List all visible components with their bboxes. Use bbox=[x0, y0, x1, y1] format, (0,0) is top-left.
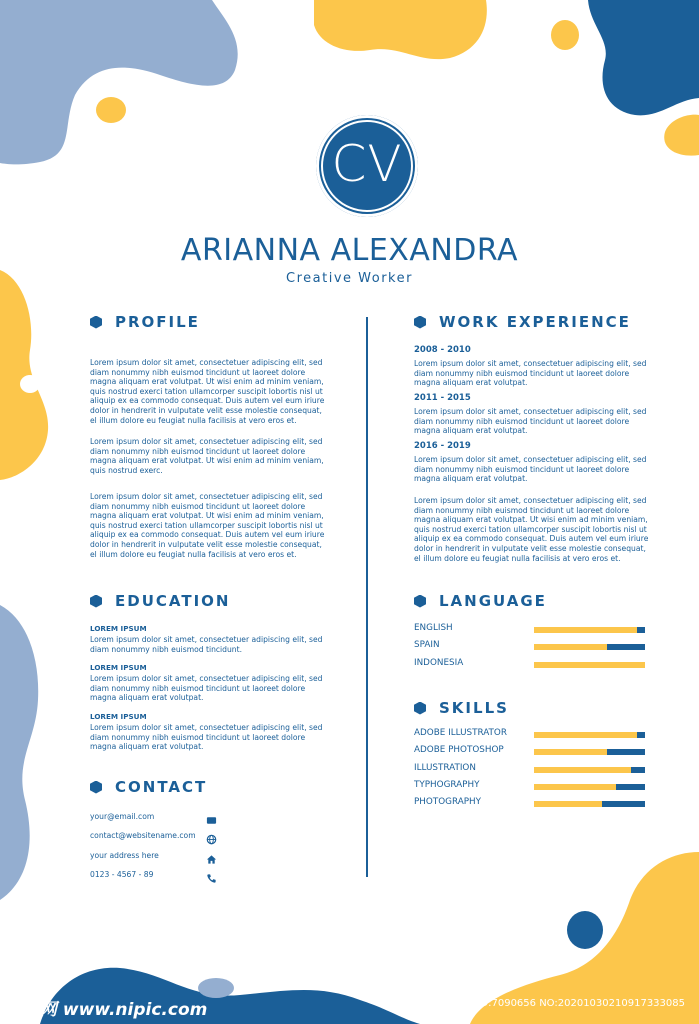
skill-level-bar bbox=[534, 784, 645, 790]
home-icon bbox=[206, 850, 217, 861]
work-description-line: magna aliquam erat volutpat. bbox=[414, 474, 528, 484]
work-heading-text: WORK EXPERIENCE bbox=[439, 313, 631, 331]
watermark-site: 昵享网 www.nipic.com bbox=[6, 1000, 208, 1020]
profile-paragraph bbox=[90, 437, 324, 475]
profile-paragraph-line: aliquip ex ea commodo consequat. Duis autem vel eum iriure bbox=[90, 396, 325, 406]
skill-level-fill bbox=[534, 784, 616, 790]
skills-heading bbox=[414, 698, 509, 718]
work-summary-line: dolor in hendrerit in vulputate velit esse molestie consequat, bbox=[414, 543, 646, 553]
language-label: INDONESIA bbox=[414, 658, 464, 668]
work-description-line: Lorem ipsum dolor sit amet, consectetuer adipiscing elit, sed bbox=[414, 407, 647, 416]
watermark-id: ID:7090656 NO:20201030210917333085 bbox=[477, 998, 685, 1009]
education-item-title: LOREM IPSUM bbox=[90, 712, 147, 721]
phone-icon bbox=[206, 869, 217, 880]
profile-paragraph-line: quis nostrud exerci tation ullamcorper suscipit lobortis nisl ut bbox=[90, 520, 323, 530]
education-item-text-line: diam nonummy nibh euismod tincidunt. bbox=[90, 644, 243, 654]
language-heading bbox=[414, 591, 547, 611]
hexagon-icon bbox=[414, 316, 426, 329]
education-item-title: LOREM IPSUM bbox=[90, 663, 147, 672]
work-summary-line: diam nonummy nibh euismod tincidunt ut laoreet dolore bbox=[414, 505, 630, 515]
skill-level-bar bbox=[534, 801, 645, 807]
hexagon-icon bbox=[90, 781, 102, 794]
work-description bbox=[414, 455, 646, 484]
work-period: 2008 - 2010 bbox=[414, 345, 471, 355]
skill-level-bar bbox=[534, 749, 645, 755]
hexagon-icon bbox=[90, 595, 102, 608]
work-description-line: Lorem ipsum dolor sit amet, consectetuer adipiscing elit, sed bbox=[414, 455, 647, 464]
profile-paragraph-line: diam nonummy nibh euismod tincidunt ut laoreet dolore bbox=[90, 367, 306, 377]
person-title: Creative Worker bbox=[286, 271, 413, 286]
profile-paragraph-line: el illum dolore eu feugiat nulla facilisis at vero eros et. bbox=[90, 415, 297, 425]
hexagon-icon bbox=[90, 316, 102, 329]
cv-logo bbox=[316, 115, 418, 217]
profile-paragraph-line: Lorem ipsum dolor sit amet, consectetuer adipiscing elit, sed bbox=[90, 437, 323, 446]
work-period: 2011 - 2015 bbox=[414, 393, 471, 403]
work-description-line: diam nonummy nibh euismod tincidunt ut laoreet dolore bbox=[414, 416, 630, 426]
work-summary bbox=[414, 496, 648, 563]
education-item-title: LOREM IPSUM bbox=[90, 624, 147, 633]
work-heading bbox=[414, 312, 631, 332]
skill-label: PHOTOGRAPHY bbox=[414, 797, 482, 807]
profile-paragraph-line: magna aliquam erat volutpat. Ut wisi enim ad minim veniam, bbox=[90, 456, 324, 466]
education-item-text-line: Lorem ipsum dolor sit amet, consectetuer adipiscing elit, sed bbox=[90, 723, 323, 732]
contact-heading-text: CONTACT bbox=[115, 778, 208, 796]
work-description-line: diam nonummy nibh euismod tincidunt ut laoreet dolore bbox=[414, 464, 630, 474]
profile-paragraph-line: magna aliquam erat volutpat. Ut wisi enim ad minim veniam, bbox=[90, 377, 324, 387]
language-label: ENGLISH bbox=[414, 623, 453, 633]
column-divider bbox=[366, 317, 368, 877]
education-item-text bbox=[90, 674, 322, 703]
work-period: 2016 - 2019 bbox=[414, 441, 471, 451]
globe-icon bbox=[206, 830, 217, 841]
skill-label: TYPHOGRAPHY bbox=[414, 780, 480, 790]
contact-item-text: your address here bbox=[90, 851, 159, 860]
profile-paragraph-line: magna aliquam erat volutpat. Ut wisi enim ad minim veniam, bbox=[90, 511, 324, 521]
work-summary-line: Lorem ipsum dolor sit amet, consectetuer adipiscing elit, sed bbox=[414, 496, 647, 505]
education-item-text bbox=[90, 723, 322, 752]
email-icon bbox=[206, 811, 217, 822]
work-summary-line: aliquip ex ea commodo consequat. Duis autem vel eum iriure bbox=[414, 534, 649, 544]
profile-paragraph-line: aliquip ex ea commodo consequat. Duis autem vel eum iriure bbox=[90, 530, 325, 540]
contact-item-text: contact@websitename.com bbox=[90, 831, 196, 840]
skill-level-fill bbox=[534, 749, 607, 755]
work-summary-line: el illum dolore eu feugiat nulla facilisis at vero eros et. bbox=[414, 553, 621, 563]
language-level-bar bbox=[534, 662, 645, 668]
education-item-text-line: Lorem ipsum dolor sit amet, consectetuer adipiscing elit, sed bbox=[90, 635, 323, 644]
profile-paragraph-line: dolor in hendrerit in vulputate velit esse molestie consequat, bbox=[90, 539, 322, 549]
education-heading-text: EDUCATION bbox=[115, 592, 231, 610]
skill-label: ADOBE ILLUSTRATOR bbox=[414, 728, 507, 738]
skill-level-fill bbox=[534, 801, 602, 807]
education-heading bbox=[90, 591, 230, 611]
work-description-line: magna aliquam erat volutpat. bbox=[414, 426, 528, 436]
profile-paragraph-line: Lorem ipsum dolor sit amet, consectetuer adipiscing elit, sed bbox=[90, 358, 323, 367]
contact-item-text: your@email.com bbox=[90, 812, 155, 821]
profile-paragraph bbox=[90, 492, 324, 559]
profile-paragraph-line: Lorem ipsum dolor sit amet, consectetuer adipiscing elit, sed bbox=[90, 492, 323, 501]
hexagon-icon bbox=[414, 595, 426, 608]
hexagon-icon bbox=[414, 702, 426, 715]
skill-label: ILLUSTRATION bbox=[414, 763, 476, 773]
profile-paragraph-line: quis nostrud exerci tation ullamcorper suscipit lobortis nisl ut bbox=[90, 386, 323, 396]
profile-paragraph-line: dolor in hendrerit in vulputate velit esse molestie consequat, bbox=[90, 405, 322, 415]
language-level-fill bbox=[534, 627, 637, 633]
skill-level-bar bbox=[534, 732, 645, 738]
profile-paragraph-line: el illum dolore eu feugiat nulla facilisis at vero eros et. bbox=[90, 549, 297, 559]
profile-paragraph-line: diam nonummy nibh euismod tincidunt ut laoreet dolore bbox=[90, 501, 306, 511]
profile-paragraph-line: quis nostrud exerc. bbox=[90, 465, 163, 475]
work-description-line: magna aliquam erat volutpat. bbox=[414, 378, 528, 388]
work-description bbox=[414, 407, 646, 436]
language-level-fill bbox=[534, 662, 645, 668]
work-description-line: Lorem ipsum dolor sit amet, consectetuer adipiscing elit, sed bbox=[414, 359, 647, 368]
work-summary-line: quis nostrud exerci tation ullamcorper suscipit lobortis nisl ut bbox=[414, 524, 647, 534]
profile-paragraph-line: diam nonummy nibh euismod tincidunt ut laoreet dolore bbox=[90, 446, 306, 456]
person-name: ARIANNA ALEXANDRA bbox=[180, 233, 519, 268]
education-item-text bbox=[90, 635, 322, 654]
language-label: SPAIN bbox=[414, 640, 440, 650]
work-description-line: diam nonummy nibh euismod tincidunt ut laoreet dolore bbox=[414, 368, 630, 378]
education-item-text-line: magna aliquam erat volutpat. bbox=[90, 742, 204, 752]
skills-heading-text: SKILLS bbox=[439, 699, 509, 717]
contact-heading bbox=[90, 777, 207, 797]
education-item-text-line: diam nonummy nibh euismod tincidunt ut laoreet dolore bbox=[90, 732, 306, 742]
language-level-fill bbox=[534, 644, 607, 650]
education-item-text-line: magna aliquam erat volutpat. bbox=[90, 693, 204, 703]
skill-level-bar bbox=[534, 767, 645, 773]
education-item-text-line: diam nonummy nibh euismod tincidunt ut laoreet dolore bbox=[90, 683, 306, 693]
profile-heading-text: PROFILE bbox=[115, 313, 200, 331]
profile-paragraph bbox=[90, 358, 324, 425]
work-description bbox=[414, 359, 646, 388]
skill-level-fill bbox=[534, 732, 637, 738]
work-summary-line: magna aliquam erat volutpat. Ut wisi enim ad minim veniam, bbox=[414, 515, 648, 525]
cv-logo-text: CV bbox=[331, 135, 403, 193]
contact-item-text: 0123 - 4567 - 89 bbox=[90, 870, 154, 879]
language-level-bar bbox=[534, 627, 645, 633]
language-level-bar bbox=[534, 644, 645, 650]
education-item-text-line: Lorem ipsum dolor sit amet, consectetuer adipiscing elit, sed bbox=[90, 674, 323, 683]
skill-label: ADOBE PHOTOSHOP bbox=[414, 745, 504, 755]
skill-level-fill bbox=[534, 767, 631, 773]
profile-heading bbox=[90, 312, 200, 332]
language-heading-text: LANGUAGE bbox=[439, 592, 547, 610]
